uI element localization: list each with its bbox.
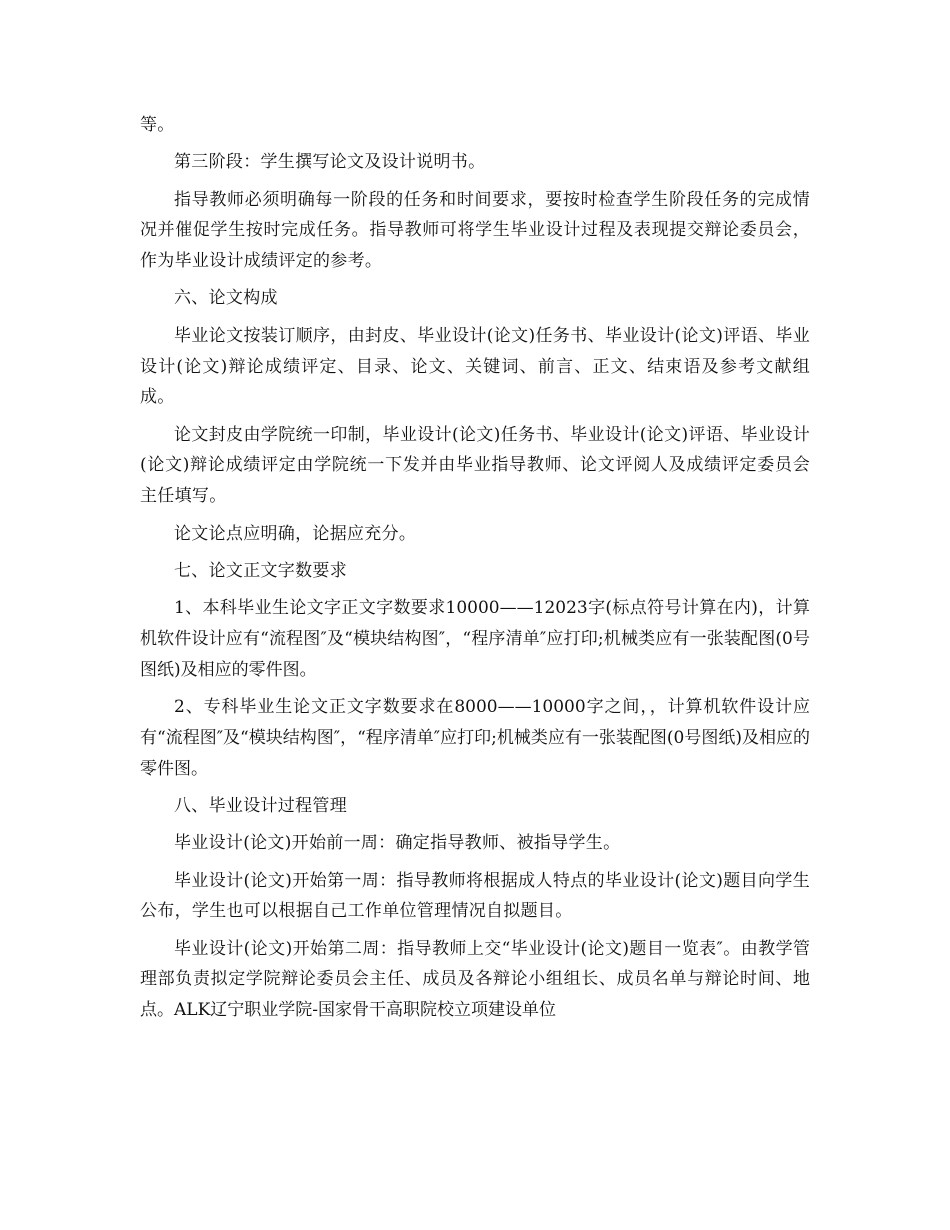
paragraph-advisor-requirements: 指导教师必须明确每一阶段的任务和时间要求，要按时检查学生阶段任务的完成情况并催促学生按时完成任务。指导教师可将学生毕业设计过程及表现提交辩论委员会，作为毕业设计成绩评定的参考。 bbox=[140, 189, 810, 272]
paragraph-second-week: 毕业设计(论文)开始第二周：指导教师上交“毕业设计(论文)题目一览表″。由教学管理部负责拟定学院辩论委员会主任、成员及各辩论小组组长、成员名单与辩论时间、地点。ALK辽宁职业学院-国家骨干高职院校立项建设单位 bbox=[140, 938, 810, 1021]
paragraph-week-before: 毕业设计(论文)开始前一周：确定指导教师、被指导学生。 bbox=[174, 833, 621, 854]
section-heading-word-count: 七、论文正文字数要求 bbox=[174, 560, 347, 581]
paragraph-continuation: 等。 bbox=[140, 115, 175, 135]
paragraph-junior-college-word-count: 2、专科毕业生论文正文字数要求在8000——10000字之间，，计算机软件设计应有“流程图″及“模块结构图″，“程序清单″应打印;机械类应有一张装配图(0号图纸)及相应的零件图。 bbox=[140, 697, 810, 779]
section-heading-process-management: 八、毕业设计过程管理 bbox=[174, 795, 347, 816]
paragraph-stage-three: 第三阶段：学生撰写论文及设计说明书。 bbox=[174, 152, 486, 173]
paragraph-cover-printing: 论文封皮由学院统一印制，毕业设计(论文)任务书、毕业设计(论文)评语、毕业设计(论文)辩论成绩评定由学院统一下发并由毕业指导教师、论文评阅人及成绩评定委员会主任填写。 bbox=[140, 424, 810, 507]
paragraph-first-week: 毕业设计(论文)开始第一周：指导教师将根据成人特点的毕业设计(论文)题目向学生公布，学生也可以根据自己工作单位管理情况自拟题目。 bbox=[140, 870, 810, 922]
section-heading-thesis-structure: 六、论文构成 bbox=[174, 288, 278, 309]
paragraph-binding-order: 毕业论文按装订顺序，由封皮、毕业设计(论文)任务书、毕业设计(论文)评语、毕业设计(论文)辩论成绩评定、目录、论文、关键词、前言、正文、结束语及参考文献组成。 bbox=[140, 325, 810, 408]
document-body bbox=[140, 110, 810, 1033]
paragraph-undergraduate-word-count: 1、本科毕业生论文字正文字数要求10000——12023字(标点符号计算在内)，计算机软件设计应有“流程图″及“模块结构图″，“程序清单″应打印;机械类应有一张装配图(0号图纸)及相应的零件图。 bbox=[140, 598, 810, 680]
paragraph-arguments: 论文论点应明确，论据应充分。 bbox=[174, 523, 417, 544]
